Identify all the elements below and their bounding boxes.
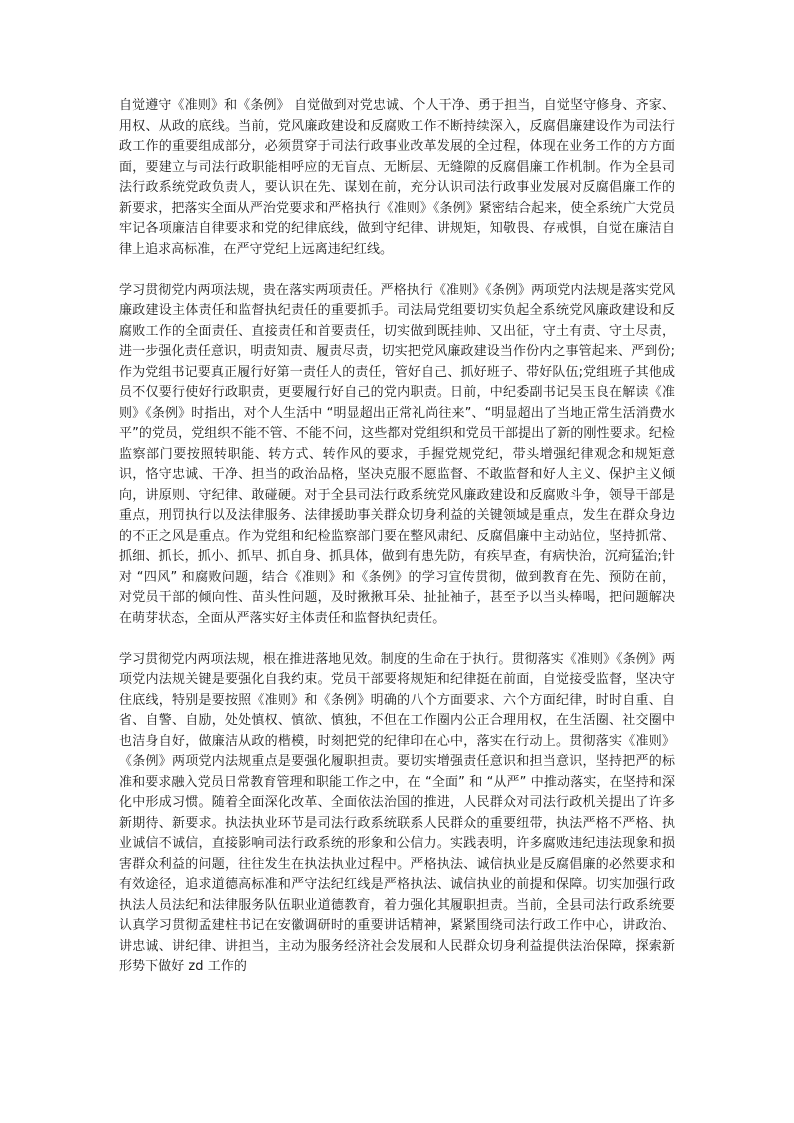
paragraph-3: 学习贯彻党内两项法规，根在推进落地见效。制度的生命在于执行。贯彻落实《准则》《条例》两项党内法规关键是要强化自我约束。党员干部要将规矩和纪律挺在前面，自觉接受监督，坚决守住底线，特别是要按照《准则》和《条例》明确的八个方面要求、六个方面纪律，时时自重、自省、自警、自励，处处慎权、慎欲、慎独，不但在工作圈内公正合理用权，在生活圈、社交圈中也洁身自好，做廉洁从政的楷模，时刻把党的纪律印在心中，落实在行动上。贯彻落实《准则》《条例》两项党内法规重点是要强化履职担责。要切实增强责任意识和担当意识，坚持把严的标准和要求融入党员日常教育管理和职能工作之中，在 “全面” 和 “从严” 中推动落实，在坚持和深化中形成习惯。随着全面深化改革、全面依法治国的推进，人民群众对司法行政机关提出了许多新期待、新要求。执法执业环节是司法行政系统联系人民群众的重要纽带，执法严格不严格、执业诚信不诚信，直接影响司法行政系统的形象和公信力。实践表明，许多腐败违纪违法现象和损害群众利益的问题，往往发生在执法执业过程中。严格执法、诚信执业是反腐倡廉的必然要求和有效途径，追求道德高标准和严守法纪红线是严格执法、诚信执业的前提和保障。切实加强行政执法人员法纪和法律服务队伍职业道德教育，着力强化其履职担责。当前，全县司法行政系统要认真学习贯彻孟建柱书记在安徽调研时的重要讲话精神，紧紧围绕司法行政工作中心，讲政治、讲忠诚、讲纪律、讲担当，主动为服务经济社会发展和人民群众切身利益提供法治保障，探索新形势下做好 zd 工作的 (119, 651, 675, 974)
paragraph-1: 自觉遵守《准则》和《条例》 自觉做到对党忠诚、个人干净、勇于担当，自觉坚守修身、齐家、用权、从政的底线。当前，党风廉政建设和反腐败工作不断持续深入，反腐倡廉建设作为司法行政工作的重要组成部分，必须贯穿于司法行政事业改革发展的全过程，体现在业务工作的方方面面，要建立与司法行政职能相呼应的无盲点、无断层、无缝隙的反腐倡廉工作机制。作为全县司法行政系统党政负责人，要认识在先、谋划在前，充分认识司法行政事业发展对反腐倡廉工作的新要求，把落实全面从严治党要求和严格执行《准则》《条例》紧密结合起来，使全系统广大党员牢记各项廉洁自律要求和党的纪律底线，做到守纪律、讲规矩，知敬畏、存戒惧，自觉在廉洁自律上追求高标准，在严守党纪上远离违纪红线。 (119, 98, 675, 257)
document-body (119, 96, 675, 978)
paragraph-2: 学习贯彻党内两项法规，贵在落实两项责任。严格执行《准则》《条例》两项党内法规是落实党风廉政建设主体责任和监督执纪责任的重要抓手。司法局党组要切实负起全系统党风廉政建设和反腐败工作的全面责任、直接责任和首要责任，切实做到既挂帅、又出征，守土有责、守土尽责，进一步强化责任意识，明责知责、履责尽责，切实把党风廉政建设当作份内之事管起来、严到份;作为党组书记要真正履行好第一责任人的责任，管好自己、抓好班子、带好队伍;党组班子其他成员不仅要行使好行政职责，更要履行好自己的党内职责。日前，中纪委副书记吴玉良在解读《准则》《条例》时指出，对个人生活中 “明显超出正常礼尚往来”、“明显超出了当地正常生活消费水平”的党员，党组织不能不管、不能不问，这些都对党组织和党员干部提出了新的刚性要求。纪检监察部门要按照转职能、转方式、转作风的要求，手握党规党纪，带头增强纪律观念和规矩意识，恪守忠诚、干净、担当的政治品格，坚决克服不愿监督、不敢监督和好人主义、保护主义倾向，讲原则、守纪律、敢碰硬。对于全县司法行政系统党风廉政建设和反腐败斗争，领导干部是重点，刑罚执行以及法律服务、法律援助事关群众切身利益的关键领域是重点，发生在群众身边的不正之风是重点。作为党组和纪检监察部门要在整风肃纪、反腐倡廉中主动站位，坚持抓常、抓细、抓长，抓小、抓早、抓自身、抓具体，做到有患先防，有疾早查，有病快治，沉疴猛治;针对 “四风” 和腐败问题，结合《准则》和《条例》的学习宣传贯彻，做到教育在先、预防在前，对党员干部的倾向性、苗头性问题，及时揪揪耳朵、扯扯袖子，甚至予以当头棒喝，把问题解决在萌芽状态，全面从严落实好主体责任和监督执纪责任。 (119, 282, 675, 626)
